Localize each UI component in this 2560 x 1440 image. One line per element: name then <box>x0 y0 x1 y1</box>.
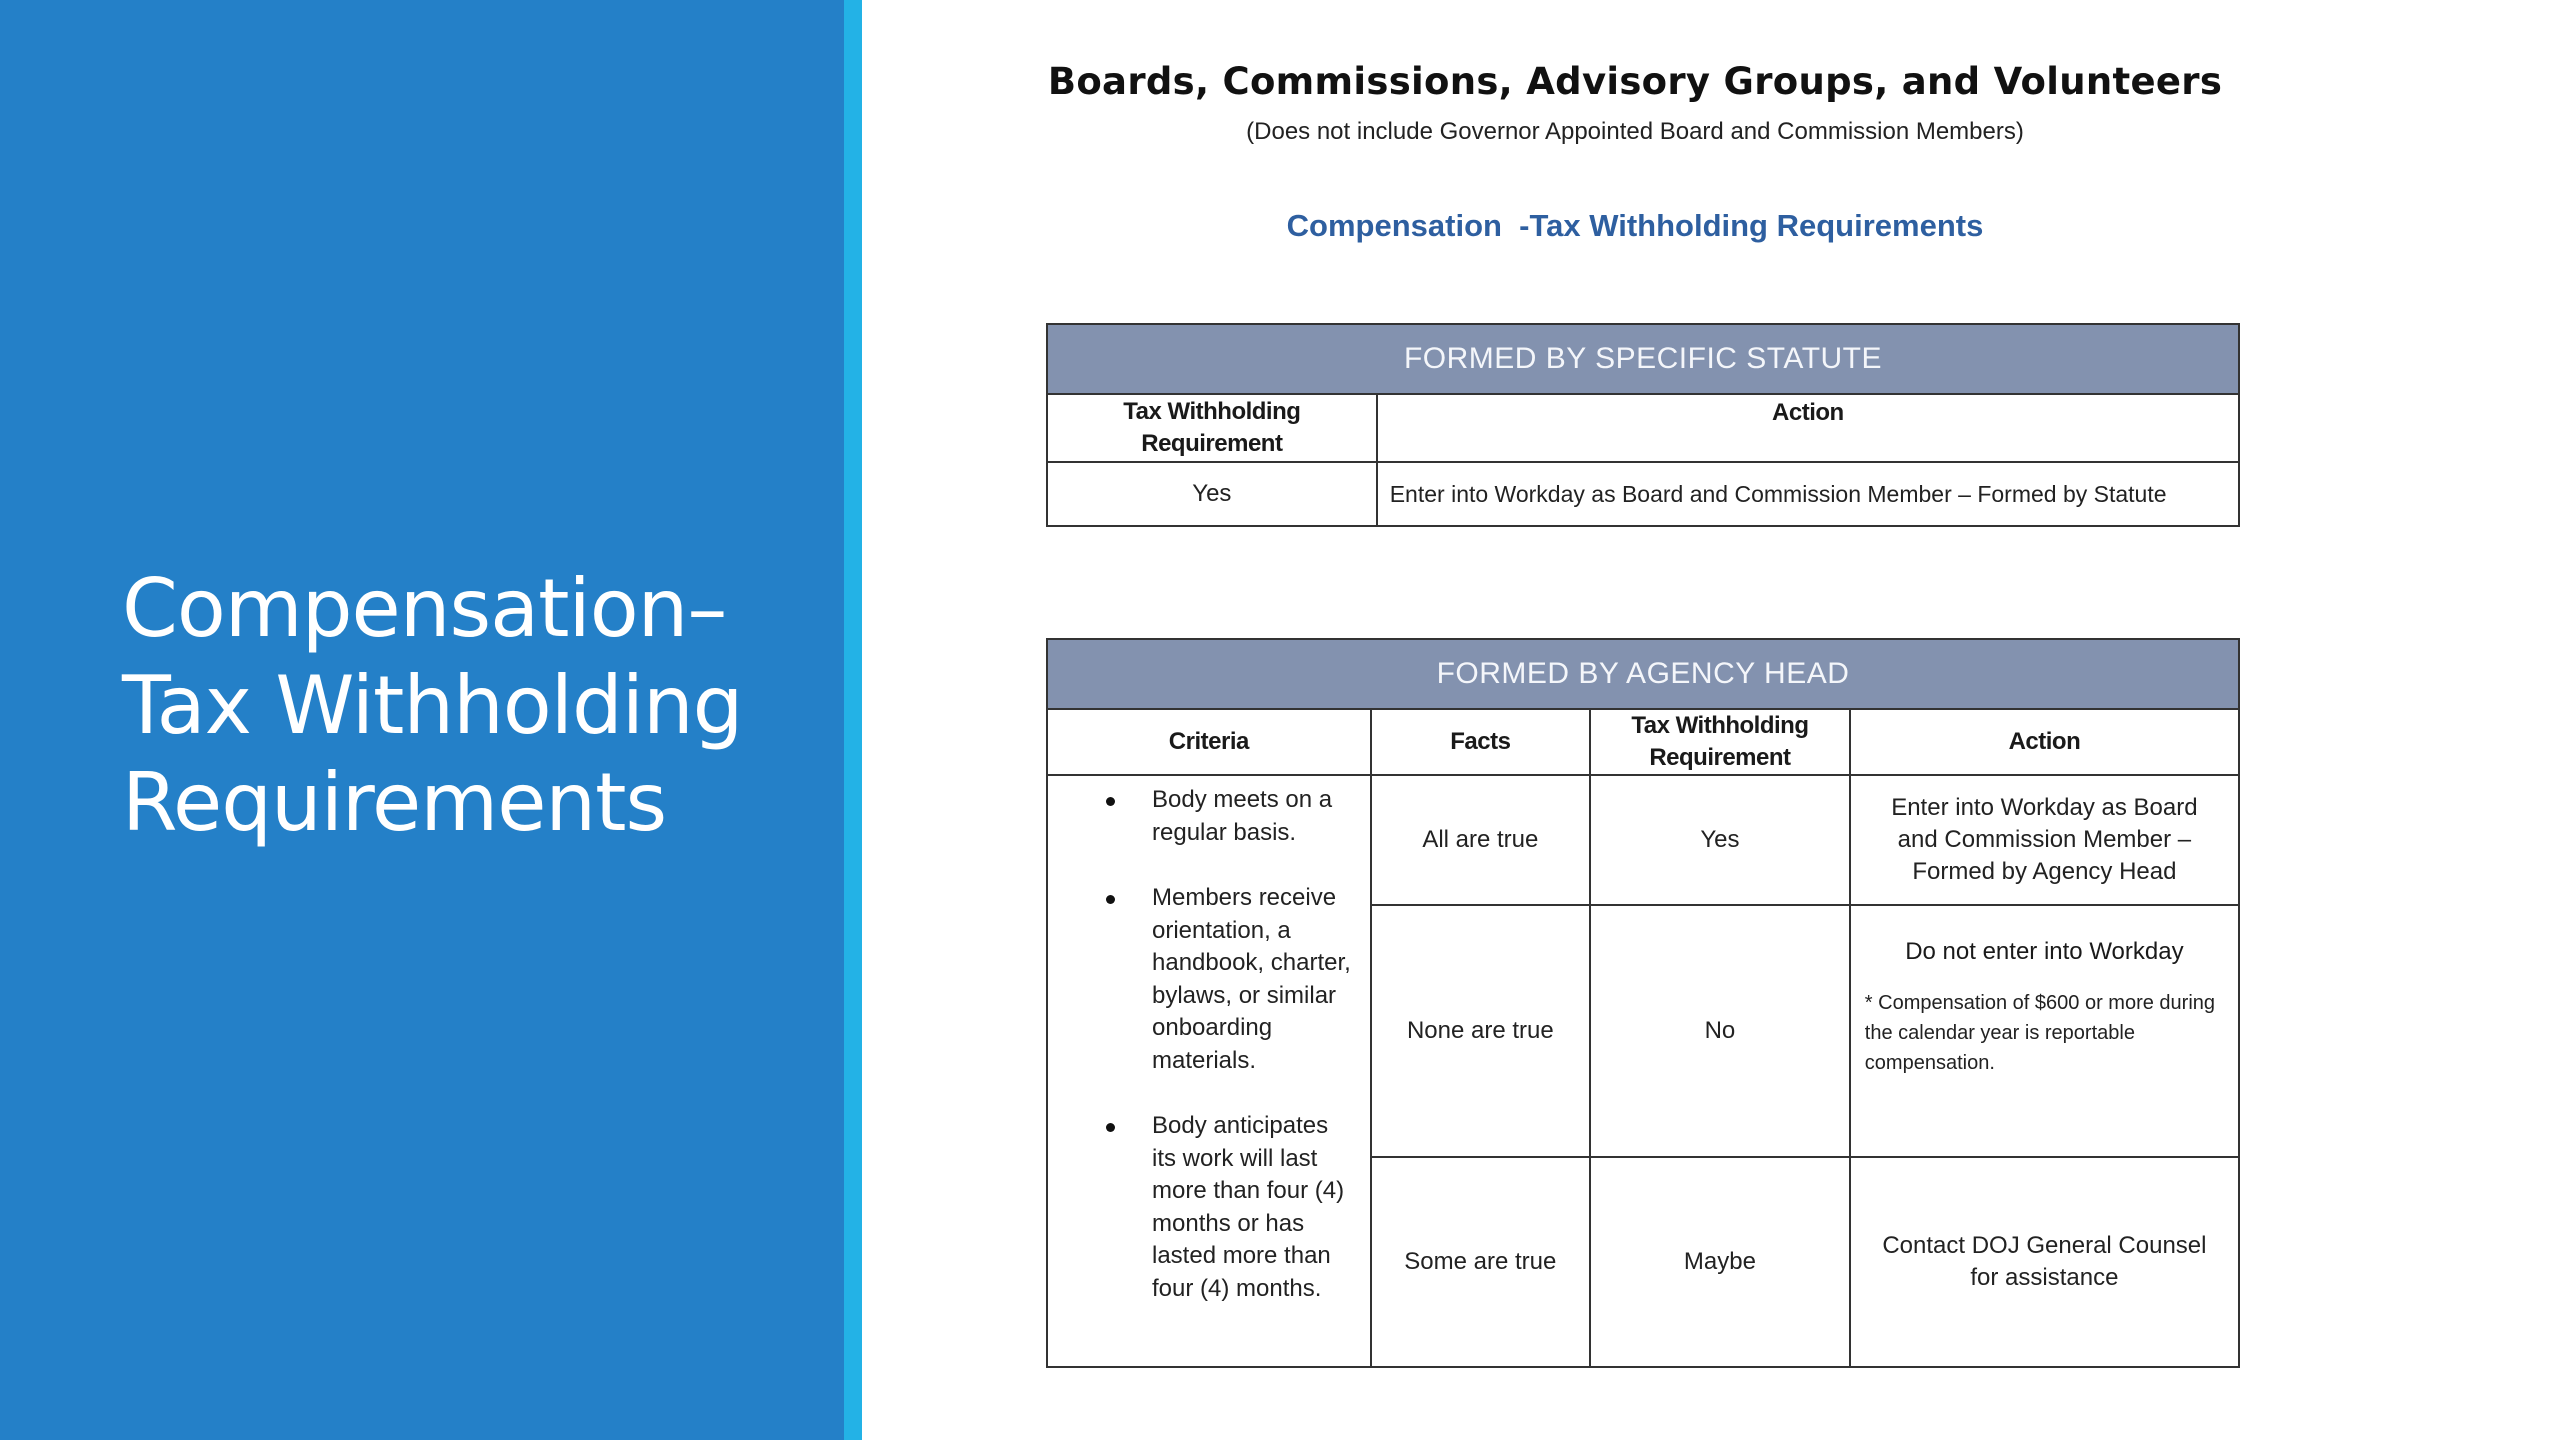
accent-bar <box>844 0 862 1440</box>
action-text: Contact DOJ General Counsel for assistance <box>1882 1232 2207 1291</box>
document-heading: Compensation -Tax Withholding Requirements <box>1286 208 1984 243</box>
action-cell <box>1850 905 2239 1157</box>
facts-cell: All are true <box>1371 775 1590 905</box>
slide-title-line: Tax Withholding <box>122 659 743 752</box>
criteria-item <box>1048 1110 1370 1305</box>
bullet-icon <box>1106 1123 1115 1132</box>
agency-header-requirement: Tax Withholding Requirement <box>1590 709 1850 775</box>
agency-table <box>1046 638 2240 1368</box>
slide-title <box>122 560 822 851</box>
document-title: Boards, Commissions, Advisory Groups, and Volunteers <box>1047 60 2223 103</box>
statute-action-cell: Enter into Workday as Board and Commission Member – Formed by Statute <box>1377 462 2239 526</box>
agency-header-facts: Facts <box>1371 709 1590 775</box>
statute-header-action: Action <box>1377 394 2239 462</box>
action-text: Enter into Workday as Board and Commission Member – Formed by Agency Head <box>1891 794 2198 885</box>
compensation-note: * Compensation of $600 or more during the calendar year is reportable compensation. <box>1864 992 2216 1074</box>
statute-header-requirement: Tax Withholding Requirement <box>1047 394 1377 462</box>
criteria-item <box>1048 882 1370 1077</box>
agency-table-band: FORMED BY AGENCY HEAD <box>1047 639 2239 709</box>
left-title-panel <box>0 0 844 1440</box>
requirement-cell: Maybe <box>1590 1157 1850 1367</box>
criteria-item-text: Members receive orientation, a handbook, charter, bylaws, or similar onboarding materials. <box>1152 884 1351 1074</box>
agency-header-criteria: Criteria <box>1047 709 1371 775</box>
action-text: Do not enter into Workday <box>1905 938 2184 965</box>
facts-cell: None are true <box>1371 905 1590 1157</box>
document-subtitle: (Does not include Governor Appointed Board and Commission Members) <box>1246 118 2024 145</box>
bullet-icon <box>1106 895 1115 904</box>
requirement-cell: No <box>1590 905 1850 1157</box>
bullet-icon <box>1106 797 1115 806</box>
facts-cell: Some are true <box>1371 1157 1590 1367</box>
criteria-item-text: Body meets on a regular basis. <box>1152 786 1333 846</box>
agency-header-action: Action <box>1850 709 2239 775</box>
slide-title-line: Requirements <box>122 756 667 849</box>
criteria-cell <box>1047 775 1371 1367</box>
criteria-item <box>1048 784 1370 849</box>
criteria-list <box>1048 784 1370 1305</box>
slide-title-line: Compensation– <box>122 562 727 655</box>
criteria-item-text: Body anticipates its work will last more than four (4) months or has lasted more than four (4) months. <box>1152 1112 1345 1302</box>
statute-table <box>1046 323 2240 527</box>
action-cell <box>1850 1157 2239 1367</box>
action-cell <box>1850 775 2239 905</box>
requirement-cell: Yes <box>1590 775 1850 905</box>
statute-requirement-cell: Yes <box>1047 462 1377 526</box>
statute-table-band: FORMED BY SPECIFIC STATUTE <box>1047 324 2239 394</box>
